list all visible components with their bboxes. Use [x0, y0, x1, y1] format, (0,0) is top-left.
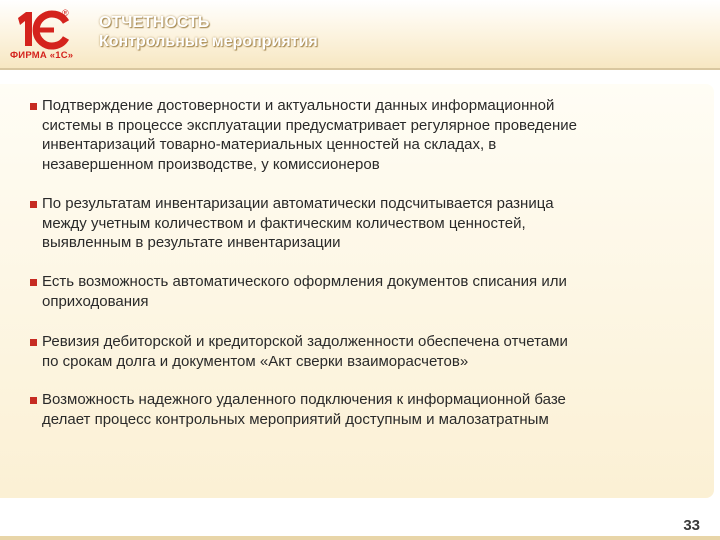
bullet-text [42, 332, 692, 371]
bullet-marker-icon [30, 397, 37, 404]
bullet-marker-icon [30, 339, 37, 346]
bullet-marker-icon [30, 103, 37, 110]
bullet-line: оприходования [42, 292, 149, 310]
bullet-line: По результатам инвентаризации автоматически подсчитывается разница [42, 195, 554, 212]
bullet-line: Ревизия дебиторской и кредиторской задолженности обеспечена отчетами [42, 333, 568, 350]
1c-logo-icon [10, 8, 82, 52]
bullet-line: между учетным количеством и фактическим количеством ценностей, [42, 214, 526, 232]
bullet-line: Подтверждение достоверности и актуальности данных информационной [42, 97, 555, 114]
bullet-marker-icon [30, 201, 37, 208]
bullet-line: незавершенном производстве, у комиссионеров [42, 155, 380, 173]
bullet-line: системы в процессе эксплуатации предусматривает регулярное проведение [42, 116, 577, 134]
logo-caption: ФИРМА «1С» [10, 50, 74, 61]
bullet-marker-icon [30, 279, 37, 286]
bullet-line: инвентаризаций товарно-материальных ценностей на складах, в [42, 136, 497, 153]
bullet-line: выявленным в результате инвентаризации [42, 234, 341, 251]
footer-bar [0, 536, 720, 540]
slide-header [0, 0, 720, 68]
slide-title: ОТЧЕТНОСТЬ [99, 14, 210, 31]
company-logo [10, 8, 90, 66]
content-panel [0, 84, 714, 498]
bullet-text [42, 194, 692, 253]
bullet-text [42, 390, 692, 429]
page-number: 33 [683, 517, 700, 534]
bullet-line: делает процесс контрольных мероприятий доступным и малозатратным [42, 410, 549, 428]
bullet-line: по срокам долга и документом «Акт сверки взаиморасчетов» [42, 352, 469, 370]
bullet-line: Есть возможность автоматического оформления документов списания или [42, 273, 567, 290]
registered-mark: ® [62, 8, 69, 18]
slide-subtitle: Контрольные мероприятия [99, 33, 318, 50]
bullet-text [42, 96, 692, 174]
header-divider [0, 68, 720, 70]
bullet-text [42, 272, 692, 311]
bullet-line: Возможность надежного удаленного подключения к информационной базе [42, 391, 566, 408]
